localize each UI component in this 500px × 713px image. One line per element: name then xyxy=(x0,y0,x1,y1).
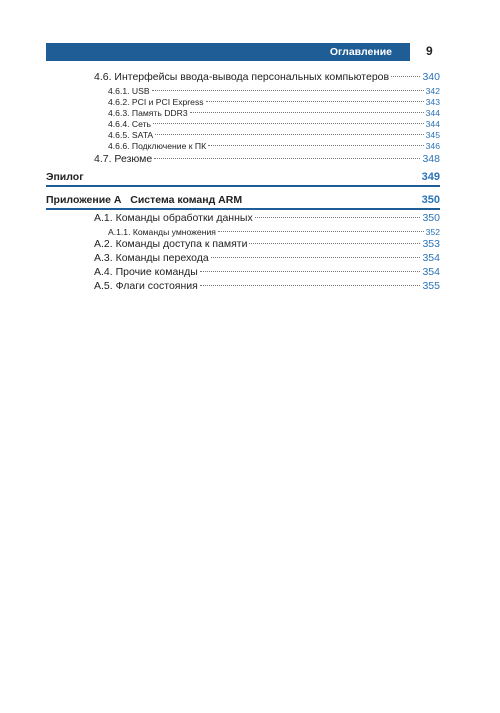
toc-entry-page: 340 xyxy=(422,71,440,83)
toc-entry-title: 4.6.3. Память DDR3 xyxy=(108,108,188,118)
toc-entry-epilogue[interactable] xyxy=(46,171,440,183)
toc-entry-page: 353 xyxy=(422,238,440,250)
toc-entry-title: А.1.1. Команды умножения xyxy=(108,227,216,237)
toc-entry-page: 350 xyxy=(421,194,440,206)
toc-entry-title: 4.6. Интерфейсы ввода-вывода персональных компьютеров xyxy=(94,71,390,83)
toc-entry-4-6-1[interactable] xyxy=(108,86,440,96)
dot-leader xyxy=(218,231,424,232)
running-header-bar xyxy=(46,43,410,61)
toc-entry-title: 4.6.6. Подключение к ПК xyxy=(108,141,207,151)
toc-entry-4-6-6[interactable] xyxy=(108,141,440,151)
toc-entry-a-1[interactable] xyxy=(94,212,440,224)
toc-entry-title: А.3. Команды перехода xyxy=(94,252,209,264)
toc-entry-title: А.1. Команды обработки данных xyxy=(94,212,253,224)
toc-entry-4-7[interactable] xyxy=(94,153,440,165)
dot-leader xyxy=(249,243,420,244)
section-rule xyxy=(46,208,440,210)
toc-entry-page: 355 xyxy=(422,280,440,292)
toc-entry-title: 4.6.5. SATA xyxy=(108,130,154,140)
toc-entry-title: 4.6.2. PCI и PCI Express xyxy=(108,97,204,107)
dot-leader xyxy=(211,257,421,258)
toc-entry-page: 349 xyxy=(421,171,440,183)
toc-entry-4-6-2[interactable] xyxy=(108,97,440,107)
toc-entry-page: 346 xyxy=(425,141,440,151)
toc-entry-page: 350 xyxy=(422,212,440,224)
toc-entry-page: 345 xyxy=(425,130,440,140)
toc-entry-page: 344 xyxy=(425,108,440,118)
toc-entry-page: 348 xyxy=(422,153,440,165)
toc-entry-a-2[interactable] xyxy=(94,238,440,250)
toc-entry-title: А.4. Прочие команды xyxy=(94,266,198,278)
toc-entry-a-1-1[interactable] xyxy=(108,227,440,237)
toc-entry-title: 4.6.4. Сеть xyxy=(108,119,152,129)
dot-leader xyxy=(154,158,420,159)
toc-entry-title: 4.7. Резюме xyxy=(94,153,153,165)
dot-leader xyxy=(200,271,421,272)
toc-entry-title: А.5. Флаги состояния xyxy=(94,280,198,292)
dot-leader xyxy=(155,134,424,135)
toc-entry-a-3[interactable] xyxy=(94,252,440,264)
toc-entry-a-5[interactable] xyxy=(94,280,440,292)
toc-entry-title: Приложение А Система команд ARM xyxy=(46,194,243,206)
toc-entry-4-6[interactable] xyxy=(94,71,440,83)
dot-leader xyxy=(200,285,421,286)
dot-leader xyxy=(190,112,424,113)
toc-entry-page: 354 xyxy=(422,252,440,264)
toc-entry-4-6-5[interactable] xyxy=(108,130,440,140)
toc-entry-title: А.2. Команды доступа к памяти xyxy=(94,238,248,250)
toc-entry-page: 343 xyxy=(425,97,440,107)
dot-leader xyxy=(206,101,424,102)
dot-leader xyxy=(152,90,424,91)
toc-entry-title: 4.6.1. USB xyxy=(108,86,150,96)
toc-entry-page: 342 xyxy=(425,86,440,96)
toc-entry-page: 352 xyxy=(425,227,440,237)
dot-leader xyxy=(208,145,424,146)
toc-entry-a-4[interactable] xyxy=(94,266,440,278)
dot-leader xyxy=(255,217,421,218)
page-number: 9 xyxy=(426,44,433,58)
toc-entry-page: 344 xyxy=(425,119,440,129)
toc-entry-title: Эпилог xyxy=(46,171,84,183)
toc-entry-4-6-3[interactable] xyxy=(108,108,440,118)
toc-entry-appendix-a[interactable] xyxy=(46,194,440,206)
section-rule xyxy=(46,185,440,187)
toc-entry-4-6-4[interactable] xyxy=(108,119,440,129)
dot-leader xyxy=(391,76,420,77)
dot-leader xyxy=(153,123,424,124)
toc-entry-page: 354 xyxy=(422,266,440,278)
running-header-title: Оглавление xyxy=(329,46,392,58)
